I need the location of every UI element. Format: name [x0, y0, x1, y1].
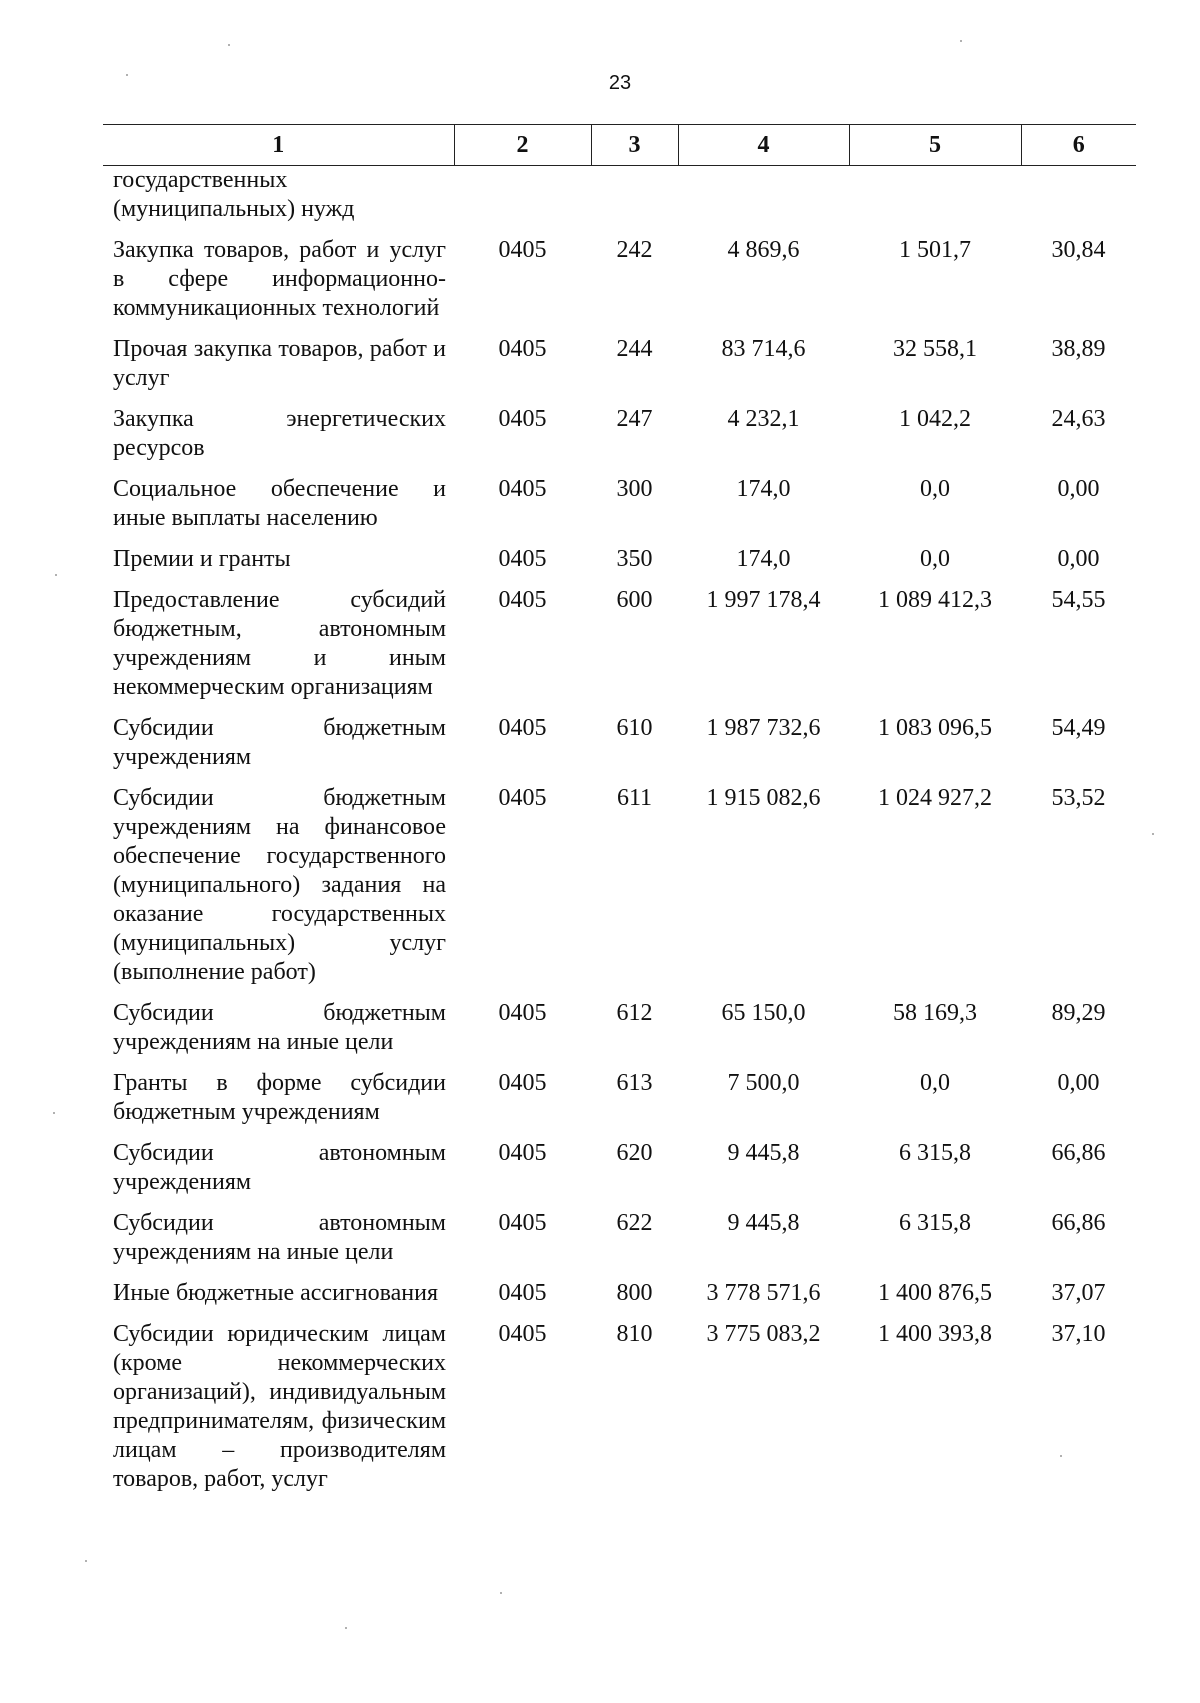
row-value-cell-4: 4 232,1: [727, 406, 800, 432]
row-value-cell-3: 600: [616, 587, 653, 613]
row-value-cell-4: 83 714,6: [721, 336, 806, 362]
row-value-cell-2: 0405: [498, 785, 547, 811]
row-value-cell-4: 65 150,0: [721, 1000, 806, 1026]
row-value-cell-2: 0405: [498, 237, 547, 263]
row-value-cell-5: 6 315,8: [899, 1140, 971, 1166]
header-col-2: 2: [454, 125, 591, 166]
table-row: [103, 166, 1136, 237]
row-value-cell-5: 0,0: [920, 1070, 950, 1096]
row-value-cell-2: 0405: [498, 1000, 547, 1026]
row-value-cell-4: 3 778 571,6: [706, 1280, 821, 1306]
row-value-cell-5: 1 089 412,3: [878, 587, 992, 613]
table-row: [103, 1320, 1136, 1506]
scan-speck: [126, 74, 128, 76]
table-row: [103, 586, 1136, 714]
scan-speck: [228, 44, 230, 46]
row-value-cell-6: 0,00: [1057, 546, 1100, 572]
row-value-cell-4: 9 445,8: [727, 1140, 800, 1166]
row-value-cell-4: 7 500,0: [727, 1070, 800, 1096]
row-value-cell-2: 0405: [498, 1321, 547, 1347]
row-value-cell-5: 32 558,1: [893, 336, 977, 362]
row-value-cell-3: 611: [616, 785, 653, 811]
row-name-cell: Закупка товаров, работ и услуг в сфере информационно-коммуникационных технологий: [113, 237, 446, 321]
row-value-cell-6: [1021, 166, 1136, 237]
row-value-cell-6: 66,86: [1051, 1140, 1106, 1166]
table-row: [103, 1279, 1136, 1320]
header-col-3: 3: [591, 125, 678, 166]
header-col-4: 4: [678, 125, 849, 166]
row-name-cell: Закупка энергетических ресурсов: [113, 406, 446, 461]
table-row: [103, 999, 1136, 1069]
scan-speck: [960, 40, 962, 42]
row-value-cell-4: 174,0: [736, 546, 791, 572]
row-value-cell-5: 1 400 393,8: [878, 1321, 992, 1347]
row-value-cell-6: 54,55: [1051, 587, 1106, 613]
row-name-cell: Субсидии бюджетным учреждениям на финансовое обеспечение государственного (муниципального) задания на оказание государственных (муниципальных) услуг (выполнение работ): [113, 785, 446, 985]
row-value-cell-5: 58 169,3: [893, 1000, 977, 1026]
table-body: [103, 166, 1136, 1507]
row-value-cell-5: 6 315,8: [899, 1210, 971, 1236]
row-value-cell-4: 4 869,6: [727, 237, 800, 263]
row-name-cell: Субсидии автономным учреждениям на иные цели: [113, 1210, 446, 1265]
scan-speck: [53, 1112, 55, 1114]
row-value-cell-6: 0,00: [1057, 476, 1100, 502]
row-name-cell: Предоставление субсидий бюджетным, автономным учреждениям и иным некоммерческим организациям: [113, 587, 446, 700]
row-name-cell: Гранты в форме субсидии бюджетным учреждениям: [113, 1070, 446, 1125]
row-value-cell-5: 1 400 876,5: [878, 1280, 992, 1306]
header-row: [103, 125, 1136, 166]
budget-table: [103, 124, 1136, 1506]
row-value-cell-2: [454, 166, 591, 237]
row-name-cell: Субсидии бюджетным учреждениям: [113, 715, 446, 770]
scan-speck: [500, 1592, 502, 1594]
row-value-cell-6: 30,84: [1051, 237, 1106, 263]
row-value-cell-3: 622: [616, 1210, 653, 1236]
row-value-cell-4: 174,0: [736, 476, 791, 502]
row-value-cell-2: 0405: [498, 1070, 547, 1096]
row-name-cell: Премии и гранты: [113, 546, 291, 572]
row-value-cell-6: 54,49: [1051, 715, 1106, 741]
row-value-cell-5: 1 024 927,2: [878, 785, 992, 811]
row-value-cell-3: [591, 166, 678, 237]
row-value-cell-2: 0405: [498, 336, 547, 362]
row-value-cell-3: 612: [616, 1000, 653, 1026]
table-row: [103, 1209, 1136, 1279]
table-row: [103, 714, 1136, 784]
row-name-cell: Прочая закупка товаров, работ и услуг: [113, 336, 446, 391]
row-value-cell-2: 0405: [498, 406, 547, 432]
row-value-cell-2: 0405: [498, 1140, 547, 1166]
row-value-cell-2: 0405: [498, 715, 547, 741]
table-row: [103, 1139, 1136, 1209]
row-value-cell-3: 350: [616, 546, 653, 572]
row-value-cell-3: 242: [616, 237, 653, 263]
table-row: [103, 335, 1136, 405]
header-col-1: 1: [103, 125, 454, 166]
row-value-cell-6: 24,63: [1051, 406, 1106, 432]
row-value-cell-5: [849, 166, 1021, 237]
scan-speck: [85, 1560, 87, 1562]
row-value-cell-6: 53,52: [1051, 785, 1106, 811]
row-value-cell-3: 244: [616, 336, 653, 362]
row-value-cell-5: 1 083 096,5: [878, 715, 992, 741]
table-row: [103, 1069, 1136, 1139]
row-value-cell-6: 89,29: [1051, 1000, 1106, 1026]
scan-speck: [345, 1627, 347, 1629]
row-name-cell: Субсидии бюджетным учреждениям на иные цели: [113, 1000, 446, 1055]
row-value-cell-2: 0405: [498, 1280, 547, 1306]
row-value-cell-6: 38,89: [1051, 336, 1106, 362]
scan-speck: [1152, 833, 1154, 835]
row-value-cell-2: 0405: [498, 1210, 547, 1236]
row-value-cell-6: 66,86: [1051, 1210, 1106, 1236]
row-value-cell-3: 610: [616, 715, 653, 741]
row-value-cell-5: 1 501,7: [899, 237, 971, 263]
row-name-cell: Субсидии юридическим лицам (кроме некоммерческих организаций), индивидуальным предпринимателям, физическим лицам – производителям товаров, работ, услуг: [113, 1321, 446, 1492]
row-value-cell-6: 37,10: [1051, 1321, 1106, 1347]
table-header: [103, 125, 1136, 166]
row-value-cell-4: 1 915 082,6: [706, 785, 821, 811]
row-value-cell-2: 0405: [498, 476, 547, 502]
row-value-cell-4: 1 987 732,6: [706, 715, 821, 741]
row-value-cell-5: 1 042,2: [899, 406, 971, 432]
row-value-cell-5: 0,0: [920, 546, 950, 572]
row-value-cell-2: 0405: [498, 546, 547, 572]
row-value-cell-3: 300: [616, 476, 653, 502]
header-col-5: 5: [849, 125, 1021, 166]
row-value-cell-4: 9 445,8: [727, 1210, 800, 1236]
page-number: 23: [608, 72, 632, 94]
row-name-cell: государственных (муниципальных) нужд: [113, 167, 355, 222]
row-value-cell-5: 0,0: [920, 476, 950, 502]
row-value-cell-3: 247: [616, 406, 653, 432]
header-col-6: 6: [1021, 125, 1136, 166]
row-value-cell-6: 0,00: [1057, 1070, 1100, 1096]
table-row: [103, 475, 1136, 545]
row-value-cell-3: 800: [616, 1280, 653, 1306]
row-name-cell: Социальное обеспечение и иные выплаты населению: [113, 476, 446, 531]
row-value-cell-4: 3 775 083,2: [706, 1321, 821, 1347]
row-value-cell-2: 0405: [498, 587, 547, 613]
table-row: [103, 784, 1136, 999]
row-value-cell-3: 620: [616, 1140, 653, 1166]
row-name-cell: Иные бюджетные ассигнования: [113, 1280, 438, 1306]
row-value-cell-4: [678, 166, 849, 237]
scan-speck: [1060, 1455, 1062, 1457]
row-value-cell-3: 810: [616, 1321, 653, 1347]
row-value-cell-3: 613: [616, 1070, 653, 1096]
row-name-cell: Субсидии автономным учреждениям: [113, 1140, 446, 1195]
row-value-cell-4: 1 997 178,4: [706, 587, 821, 613]
table-row: [103, 545, 1136, 586]
row-value-cell-6: 37,07: [1051, 1280, 1106, 1306]
table-row: [103, 236, 1136, 335]
table-row: [103, 405, 1136, 475]
scan-speck: [55, 574, 57, 576]
